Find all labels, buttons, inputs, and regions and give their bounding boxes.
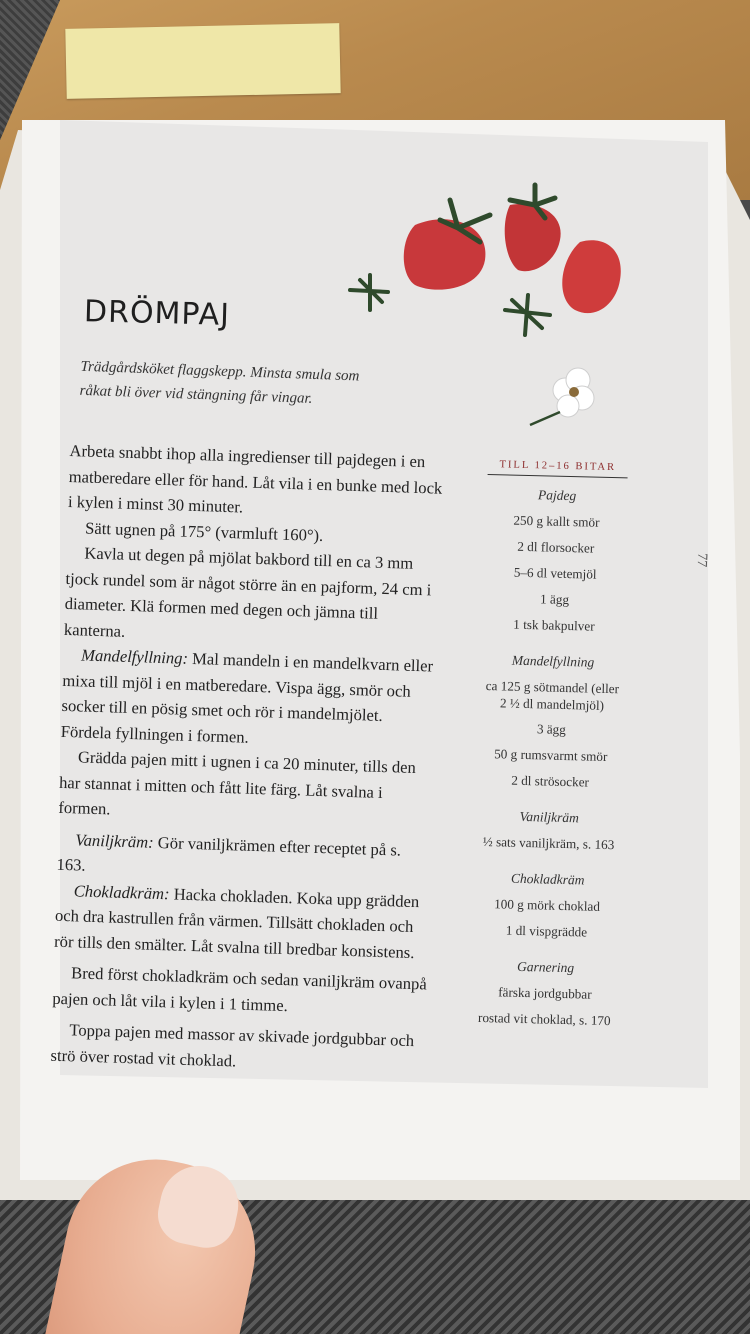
ingredient-item: 1 dl vispgrädde: [505, 922, 588, 940]
ingredient-group: [480, 647, 624, 796]
recipe-title: DRÖMPAJ: [83, 294, 231, 333]
ingredient-item: 100 g mörk choklad: [493, 896, 601, 914]
ingredient-item: 1 ägg: [539, 591, 570, 608]
ingredient-item: 2 dl strösocker: [511, 772, 590, 790]
instruction-paragraph: Kavla ut degen på mjölat bakbord till en ca 3 mm tjock rundel som är något större än en pajform, 24 cm i diameter. Klä formen med degen och jämna till kanterna.: [63, 543, 432, 641]
group-title: Vaniljkräm: [519, 808, 580, 826]
ingredient-item: 2 dl florsocker: [517, 538, 595, 556]
ingredient-item: rostad vit choklad, s. 170: [477, 1009, 611, 1029]
instruction-paragraph: Chokladkräm: Hacka chokladen. Koka upp grädden och dra kastrullen från värmen. Tillsätt chokladen och rör tills den smälter. Låt svalna till bredbar konsistens.: [53, 880, 420, 962]
lead-mandelfyllning: Mandelfyllning:: [80, 645, 189, 668]
ingredient-group: [476, 865, 618, 946]
ingredient-item: 250 g kallt smör: [513, 512, 600, 530]
ingredient-item: ca 125 g sötmandel (eller 2 ½ dl mandelmjöl): [485, 678, 620, 713]
lead-vaniljkram: Vaniljkräm:: [75, 829, 155, 852]
ingredient-item: ½ sats vaniljkräm, s. 163: [482, 833, 615, 853]
instruction-paragraph: Arbeta snabbt ihop alla ingredienser till pajdegen i en matberedare eller för hand. Låt vila i en bunke med lock i kylen i minst 30 minuter.: [67, 440, 443, 517]
instruction-paragraph: Vaniljkräm: Gör vaniljkrämen efter receptet på s. 163.: [56, 829, 402, 875]
ingredient-item: 1 tsk bakpulver: [513, 616, 595, 634]
lead-chokladkram: Chokladkräm:: [73, 880, 170, 903]
ingredient-item: 50 g rumsvarmt smör: [493, 746, 608, 765]
yield-heading: TILL 12–16 BITAR: [488, 458, 628, 478]
instruction-paragraph: Sätt ugnen på 175° (varmluft 160°).: [84, 518, 324, 545]
ingredient-group: [474, 953, 616, 1034]
recipe-instructions: [50, 438, 444, 1079]
group-title: Mandelfyllning: [511, 652, 595, 670]
group-title: Garnering: [516, 958, 575, 976]
instruction-paragraph: Bred först chokladkräm och sedan vaniljkräm ovanpå pajen och låt vila i kylen i 1 timme.: [52, 963, 428, 1015]
group-title: Pajdeg: [537, 487, 577, 504]
instruction-paragraph: Grädda pajen mitt i ugnen i ca 20 minuter, tills den har stannat i mitten och fått lite färg. Låt svalna i formen.: [58, 747, 417, 819]
ingredient-list: [474, 458, 628, 1044]
instruction-paragraph: Mandelfyllning: Mal mandeln i en mandelkvarn eller mixa till mjöl i en matberedare. Vispa ägg, smör och socker till en pösig smet och rör i mandelmjölet. Fördela fyllningen i formen.: [60, 645, 434, 747]
ingredient-group: [478, 803, 619, 858]
ingredient-item: 5–6 dl vetemjöl: [513, 564, 597, 582]
recipe-subtitle: Trädgårdsköket flaggskepp. Minsta smula som råkat bli över vid stängning får vingar.: [79, 358, 360, 407]
ingredient-item: 3 ägg: [536, 721, 567, 737]
ingredient-group: [484, 481, 628, 640]
group-title: Chokladkräm: [510, 870, 585, 888]
instruction-paragraph: Toppa pajen med massor av skivade jordgubbar och strö över rostad vit choklad.: [50, 1020, 415, 1071]
page-number: 77: [693, 552, 710, 568]
ingredient-item: färska jordgubbar: [498, 984, 592, 1002]
